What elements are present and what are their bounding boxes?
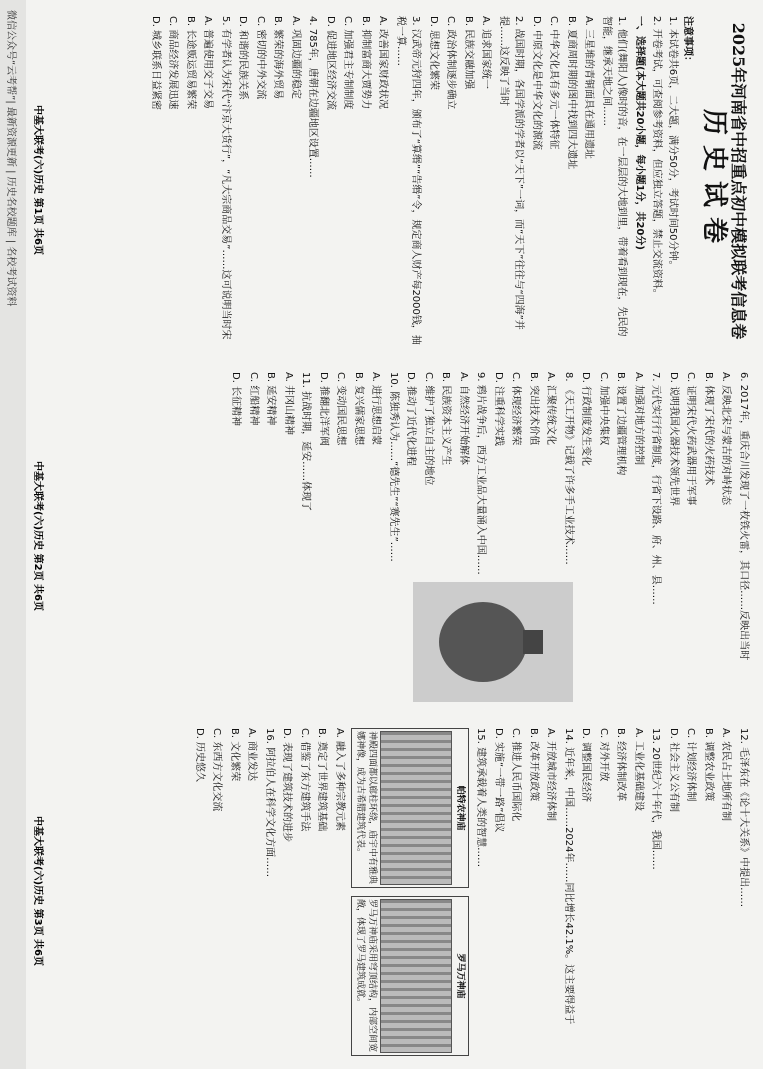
subject-title: 历史试卷 <box>699 108 729 253</box>
answer-option: C. 证明宋代火药武器用于军事 <box>685 372 697 506</box>
question-stem: 10. 陈独秀认为……“德先生”“赛先生”…… <box>388 372 399 562</box>
page-footer: 中基大联考(六)历史 第1页 共6页 <box>32 104 43 256</box>
page-footer: 中基大联考(六)历史 第3页 共6页 <box>32 815 43 967</box>
answer-option: C. 借鉴了东方建筑手法 <box>299 728 310 832</box>
answer-option: C. 政治体制逐步确立 <box>445 16 457 110</box>
figure-text: 罗马万神庙采用穹顶结构，内部空间宽敞，体现了罗马建筑成就。 <box>355 899 377 1053</box>
page-3 <box>28 716 763 1066</box>
answer-option: C. 中华文化具有多元一体特征 <box>548 16 560 150</box>
answer-option: C. 加强中央集权 <box>598 372 609 446</box>
answer-option: A. 融入了多种宗教元素 <box>334 728 345 832</box>
answer-option: C. 维护了独立自主的地位 <box>423 372 434 486</box>
question-list <box>473 728 751 1056</box>
answer-option: A. 普遍使用交子交易 <box>202 16 214 110</box>
question-stem: 16. 阿拉伯人在科学文化方面…… <box>264 728 275 878</box>
answer-option: A. 三星堆的青铜面具在通用遗址 <box>583 16 595 160</box>
question-stem: 5. 有学者认为宋代“汴京大货行”，“凡大宗商品交易”……这可说明当时宋 <box>220 16 231 340</box>
note-item: 1. 本试卷共6页，二大题，满分50分，考试时间50分钟。 <box>667 16 678 271</box>
question-stem: 15. 建筑承载着人类的智慧…… <box>475 728 487 868</box>
answer-option: C. 商品经济发展迅速 <box>167 16 179 110</box>
question-stem: 8. 《天工开物》记载了许多手工业技术…… <box>563 372 574 565</box>
question-list <box>148 16 630 346</box>
answer-option: D. 推动了近代化进程 <box>405 372 417 467</box>
question-stem: 9. 鸦片战争后，西方工业品大量涌入中国…… <box>475 372 487 575</box>
answer-option: D. 注重科学实践 <box>493 372 504 447</box>
answer-option: A. 农民占土地所有制 <box>720 728 732 822</box>
answer-option: B. 繁荣的海外贸易 <box>272 16 284 100</box>
question-stem: 6. 2017年，重庆合川发现了一枚铁火雷，其口径……反映出当时 <box>738 372 749 661</box>
answer-option: A. 改善国家财政状况 <box>377 16 389 110</box>
answer-option: D. 社会主义公有制 <box>668 728 679 813</box>
answer-option: C. 对外开放 <box>598 728 609 782</box>
figure-row <box>351 728 469 1056</box>
answer-option: D. 城乡联系日益紧密 <box>150 16 161 111</box>
answer-option: D. 推翻北洋军阀 <box>318 372 329 447</box>
pantheon-image <box>380 899 452 1053</box>
page-1 <box>28 4 763 356</box>
answer-option: D. 历史悠久 <box>194 728 205 783</box>
question-stem: 13. 20世纪六十年代，我国…… <box>650 728 662 870</box>
notes-head: 注意事项： <box>682 16 694 66</box>
answer-option: D. 长征精神 <box>230 372 242 427</box>
section-heading: 一、选择题(本大题共20小题，每小题1分，共20分) <box>634 16 645 250</box>
pantheon-figure <box>351 896 469 1056</box>
answer-option: D. 行政制度发生变化 <box>580 372 592 467</box>
iron-bomb-image <box>413 582 573 702</box>
page-footer: 中基大联考(六)历史 第2页 共6页 <box>32 460 43 612</box>
answer-option: A. 反映北宋与蒙古的对峙状态 <box>720 372 732 506</box>
parthenon-image <box>380 731 452 885</box>
answer-option: C. 加强君主专制制度 <box>342 16 354 110</box>
answer-option: A. 自然经济开始解体 <box>458 372 469 466</box>
answer-option: A. 进行思想启蒙 <box>370 372 382 446</box>
answer-option: D. 表现了建筑技术的进步 <box>281 728 293 843</box>
question-stem: 14. 近年来，中国……2024年……同比增长42.1%。这主要得益于 <box>563 728 574 1025</box>
answer-option: B. 经济体制改革 <box>615 728 627 802</box>
answer-option: D. 中原文化是中华文化的源流 <box>531 16 542 151</box>
answer-option: C. 计划经济体制 <box>685 728 697 802</box>
answer-option: B. 长途贩运贸易繁荣 <box>185 16 196 110</box>
answer-option: B. 抑制富商大贾势力 <box>360 16 371 110</box>
answer-option: A. 巩固边疆的稳定 <box>290 16 301 100</box>
figure-text: 神殿四面都以廊柱环绕，庙宇中有雅典娜神像，成为古希腊建筑代表。 <box>355 731 377 885</box>
answer-option: D. 和谐的民族关系 <box>237 16 249 101</box>
question-stem: 1. 他们(舞阳人)像时的音，在一层层的大地到里，带着看到现在，先民的智能，继承天地之间…… <box>601 16 628 337</box>
parthenon-figure <box>351 728 469 888</box>
answer-option: B. 奠定了世界建筑基础 <box>316 728 328 832</box>
answer-option: D. 思想文化繁荣 <box>428 16 439 91</box>
answer-option: B. 改革开放政策 <box>528 728 539 802</box>
question-stem: 11. 抗战时期，延安……体现了 <box>300 372 312 512</box>
answer-option: B. 延安精神 <box>265 372 277 426</box>
answer-option: D. 说明我国火器技术领先世界 <box>668 372 679 507</box>
question-stem: 7. 元代实行行省制度，行省下设路、府、州、县…… <box>650 372 662 605</box>
answer-option: B. 复兴儒家思想 <box>353 372 364 446</box>
answer-option: C. 东西方文化交流 <box>211 728 223 812</box>
answer-option: D. 实施“一带一路”倡议 <box>493 728 504 833</box>
page-2 <box>28 360 763 712</box>
answer-option: D. 调整国民经济 <box>580 728 592 803</box>
figure-caption: 罗马万神庙 <box>455 953 465 999</box>
answer-option: B. 民族资本主义产生 <box>440 372 452 466</box>
question-list <box>192 728 348 1056</box>
answer-option: C. 密切的中外交流 <box>255 16 266 100</box>
margin-strip: 微信公众号“云考帮”| 最新资源更新 | 历史名校题库 | 名校考试资料 <box>0 0 26 1069</box>
figure-caption: 帕特农神庙 <box>455 785 465 831</box>
question-stem: 2. 战国时期，各国学派的学者以“天下”一词，而“天下”往往与“四海”并提……这反映了当时 <box>498 16 525 330</box>
answer-option: B. 设置了边疆管理机构 <box>615 372 627 476</box>
answer-option: B. 突出技术价值 <box>528 372 539 446</box>
answer-option: C. 变动国民思想 <box>335 372 347 446</box>
note-item: 2. 开卷考试，可查阅参考资料，但应独立答题，禁止交流资料。 <box>651 16 663 299</box>
answer-option: C. 红船精神 <box>248 372 259 426</box>
question-stem: 3. 汉武帝元狩四年，颁布了“算缗”“告缗”令，规定商人财产每2000钱，抽税一算…… <box>395 16 422 345</box>
answer-option: A. 商业发达 <box>246 728 258 782</box>
answer-option: B. 夏商周时期的图中找到四大遗址 <box>566 16 577 170</box>
answer-option: B. 民族交融加强 <box>463 16 474 90</box>
answer-option: B. 调整农业政策 <box>703 728 714 802</box>
question-stem: 12. 毛泽东在《论十大关系》中提出…… <box>738 728 749 908</box>
answer-option: B. 文化繁荣 <box>229 728 240 782</box>
answer-option: A. 开放城市经济体制 <box>545 728 557 822</box>
question-stem: 4. 785年，唐朝在边疆地区设置…… <box>307 16 319 178</box>
answer-option: D. 促进地区经济交流 <box>325 16 336 111</box>
answer-option: A. 汇聚传统文化 <box>545 372 557 446</box>
answer-option: A. 追求国家统一 <box>480 16 492 90</box>
answer-option: C. 推进人民币国际化 <box>510 728 522 822</box>
answer-option: A. 加强对地方的控制 <box>633 372 644 466</box>
answer-option: A. 工业化基础建设 <box>633 728 644 812</box>
answer-option: C. 体现经济繁荣 <box>510 372 522 446</box>
answer-option: B. 体现了宋代的火药技术 <box>703 372 714 486</box>
exam-title: 2025年河南省中招重点初中模拟联考信息卷 <box>729 22 748 340</box>
answer-option: A. 井冈山精神 <box>283 372 294 436</box>
